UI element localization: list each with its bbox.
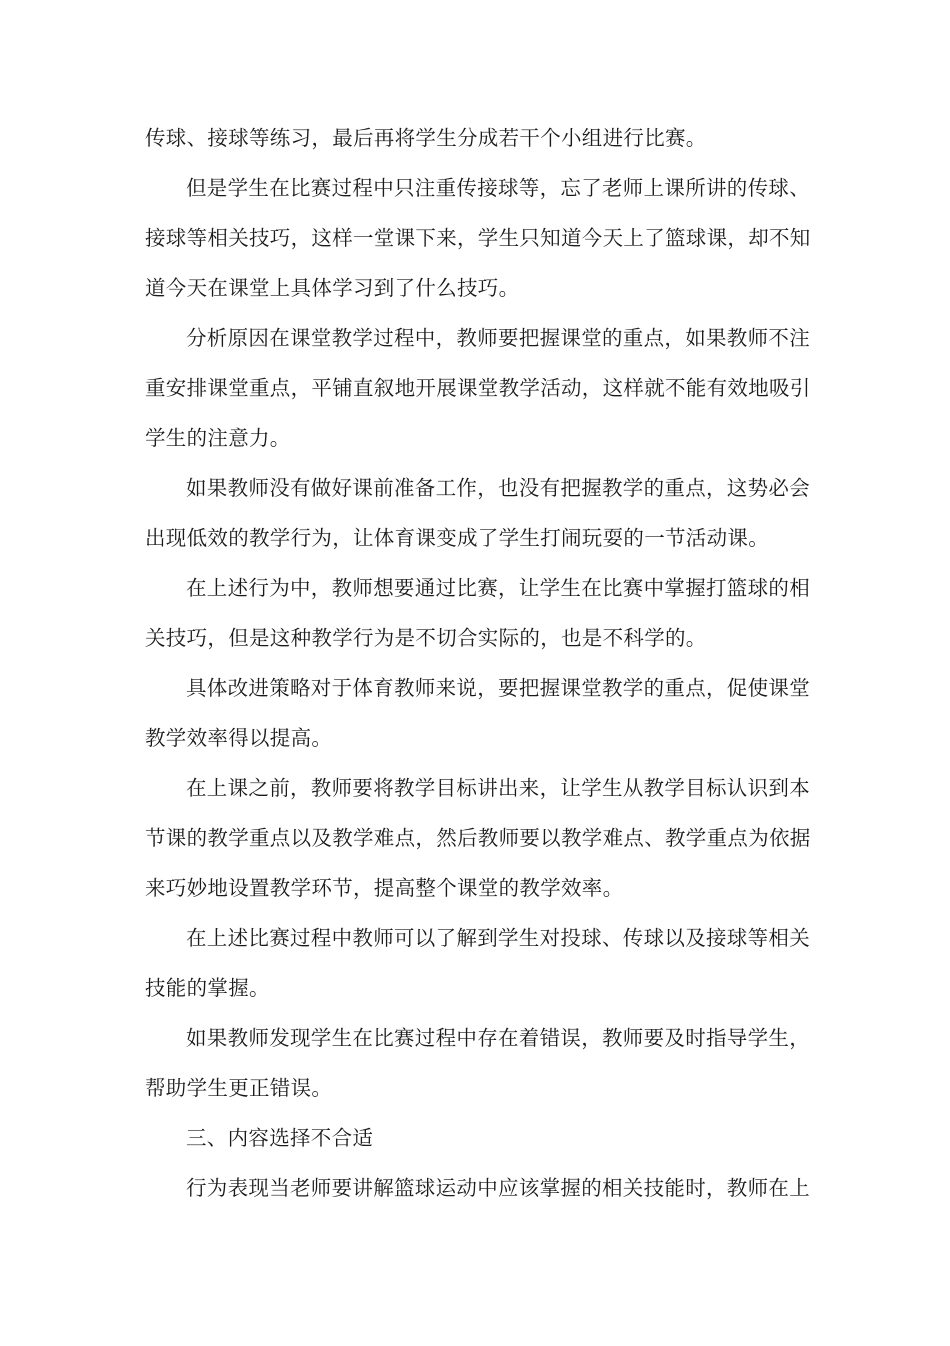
paragraph-first-line: 如果教师没有做好课前准备工作，也没有把握教学的重点，这势必会 [186, 476, 810, 500]
text-line: 节课的教学重点以及教学难点，然后教师要以教学难点、教学重点为依据 [145, 826, 811, 850]
text-line: 学生的注意力。 [145, 426, 291, 450]
paragraph-first-line: 在上述行为中，教师想要通过比赛，让学生在比赛中掌握打篮球的相 [186, 576, 810, 600]
text-line: 重安排课堂重点，平铺直叙地开展课堂教学活动，这样就不能有效地吸引 [145, 376, 811, 400]
paragraph-first-line: 但是学生在比赛过程中只注重传接球等，忘了老师上课所讲的传球、 [186, 176, 810, 200]
text-line: 传球、接球等练习，最后再将学生分成若干个小组进行比赛。 [145, 126, 707, 150]
text-line: 接球等相关技巧，这样一堂课下来，学生只知道今天上了篮球课，却不知 [145, 226, 811, 250]
text-line: 来巧妙地设置教学环节，提高整个课堂的教学效率。 [145, 876, 624, 900]
section-heading: 三、内容选择不合适 [186, 1126, 374, 1150]
paragraph-first-line: 在上课之前，教师要将教学目标讲出来，让学生从教学目标认识到本 [186, 776, 810, 800]
paragraph-first-line: 分析原因在课堂教学过程中，教师要把握课堂的重点，如果教师不注 [186, 326, 810, 350]
text-line: 关技巧，但是这种教学行为是不切合实际的，也是不科学的。 [145, 626, 707, 650]
text-line: 技能的掌握。 [145, 976, 270, 1000]
text-line: 帮助学生更正错误。 [145, 1076, 333, 1100]
paragraph-first-line: 在上述比赛过程中教师可以了解到学生对投球、传球以及接球等相关 [186, 926, 810, 950]
paragraph-first-line: 行为表现当老师要讲解篮球运动中应该掌握的相关技能时，教师在上 [186, 1176, 810, 1200]
text-line: 教学效率得以提高。 [145, 726, 333, 750]
paragraph-first-line: 如果教师发现学生在比赛过程中存在着错误，教师要及时指导学生， [186, 1026, 810, 1050]
text-line: 出现低效的教学行为，让体育课变成了学生打闹玩耍的一节活动课。 [145, 526, 769, 550]
paragraph-first-line: 具体改进策略对于体育教师来说，要把握课堂教学的重点，促使课堂 [186, 676, 810, 700]
text-line: 道今天在课堂上具体学习到了什么技巧。 [145, 276, 520, 300]
